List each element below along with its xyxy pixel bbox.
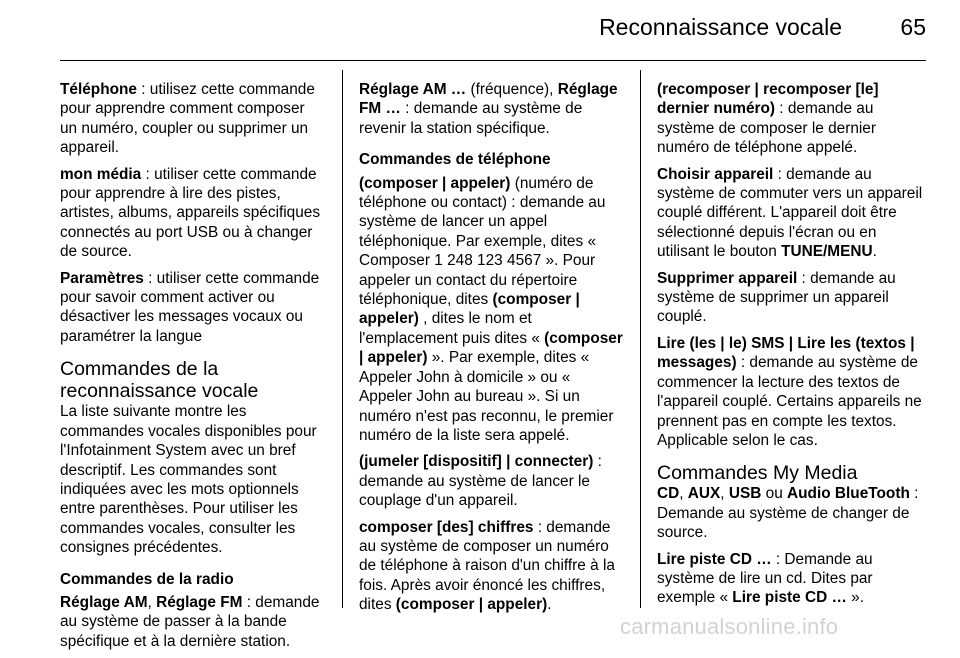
paragraph-supprimer-appareil: Supprimer appareil : demande au système de supprimer un appareil couplé. [657, 269, 896, 326]
paragraph-sources: CD, AUX, USB ou Audio BlueTooth : Demande au système de changer de source. [657, 485, 919, 542]
paragraph-intro: La liste suivante montre les commandes vocales disponibles pour l'Infotainment System avec un bref descriptif. Les commandes sont indiquées avec les mots optionnels entre parenthèses. Pour utiliser les commandes vocales, consulter les consignes précédentes. [60, 403, 317, 557]
watermark-text: carmanualsonline.info [620, 614, 839, 639]
paragraph-parametres: Paramètres : utiliser cette commande pour savoir comment activer ou désactiver les messages vocaux ou paramétrer la langue [60, 269, 320, 345]
section-heading-voice-commands: Commandes de la reconnaissance vocale [60, 358, 259, 403]
page-title: Reconnaissance vocale [599, 14, 842, 40]
header-divider [60, 60, 926, 61]
paragraph-reglage-frequence: Réglage AM … (fréquence), Réglage FM … : demande au système de revenir la station spécifique. [359, 81, 618, 137]
column-1 [60, 80, 326, 658]
paragraph-choisir-appareil: Choisir appareil : demande au système de commuter vers un appareil couplé différent. L'appareil doit être sélectionné depuis l'écran ou en utilisant le bouton TUNE/MENU. [657, 165, 923, 261]
column-divider-2 [640, 70, 641, 608]
paragraph-composer-appeler: (composer | appeler) (numéro de téléphone ou contact) : demande au système de lancer un appel téléphonique. Par exemple, dites « Composer 1 248 123 4567 ». Pour appeler un contact du répertoire téléphonique, dites (composer | appeler) , dites le nom et l'emplacement puis dites « (composer | appeler) ». Par exemple, dites « Appeler John à domicile » ou « Appeler John au bureau ». Si un numéro n'est pas reconnu, le premier numéro de la liste sera appelé. [359, 174, 623, 444]
column-3 [657, 80, 925, 615]
paragraph-lire-piste-cd: Lire piste CD … : Demande au système de lire un cd. Dites par exemple « Lire piste CD … ». [657, 550, 873, 607]
section-heading-my-media: Commandes My Media [657, 462, 858, 485]
subheading-phone-commands: Commandes de téléphone [359, 151, 551, 169]
paragraph-lire-sms: Lire (les | le) SMS | Lire les (textos | messages) : demande au système de commencer la lecture des textos de l'appareil couplé. Certains appareils ne prennent pas en compte les textos. Applicable selon le cas. [657, 334, 922, 449]
paragraph-telephone: Téléphone : utilisez cette commande pour apprendre comment composer un numéro, coupler ou supprimer un appareil. [60, 81, 315, 157]
column-divider-1 [342, 70, 343, 608]
paragraph-jumeler: (jumeler [dispositif] | connecter) : demande au système de lancer le couplage d'un appareil. [359, 453, 602, 510]
subheading-radio-commands: Commandes de la radio [60, 570, 234, 588]
paragraph-recomposer: (recomposer | recomposer [le] dernier numéro) : demande au système de composer le dernier numéro de téléphone appelé. [657, 81, 879, 157]
paragraph-reglage-am-fm: Réglage AM, Réglage FM : demande au système de passer à la bande spécifique et à la dernière station. [60, 593, 320, 650]
paragraph-composer-chiffres: composer [des] chiffres : demande au système de composer un numéro de téléphone à raison d'un chiffre à la fois. Après avoir énoncé les chiffres, dites (composer | appeler). [359, 518, 615, 614]
paragraph-mon-media: mon média : utiliser cette commande pour apprendre à lire des pistes, artistes, albums, appareils spécifiques connectés au port USB ou à changer de source. [60, 165, 321, 261]
page-number: 65 [900, 14, 926, 40]
column-2 [359, 80, 625, 622]
